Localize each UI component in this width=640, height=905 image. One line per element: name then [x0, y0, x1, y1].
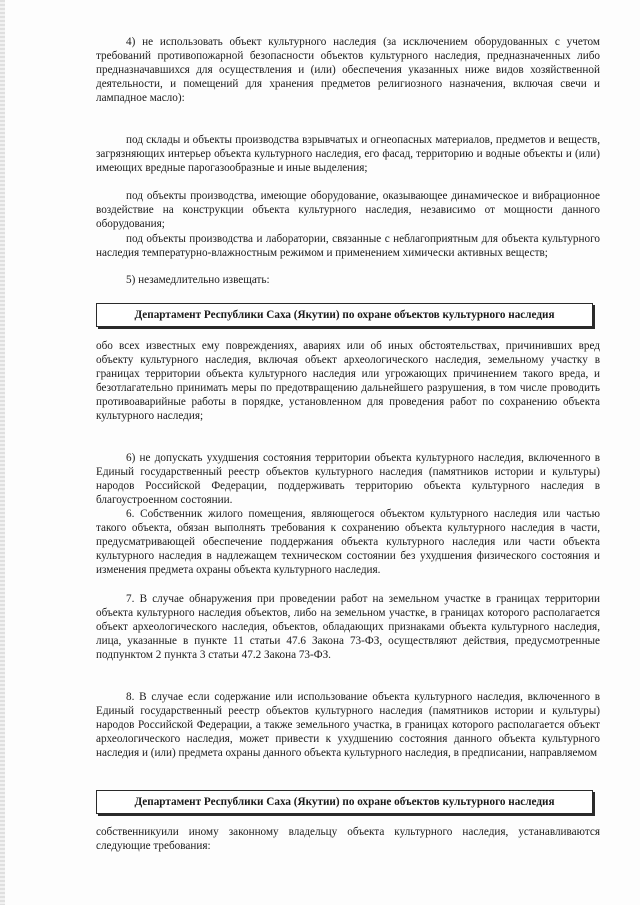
paragraph-laboratories: под объекты производства и лаборатории, связанные с неблагоприятным для объекта культурного наследия температурно-влажностным режимом и применением химически активных веществ; [96, 233, 600, 259]
department-stamp-bottom: Департамент Республики Саха (Якутии) по охране объектов культурного наследия [96, 790, 593, 814]
paragraph-requirements: собственникуили иному законному владельцу объекта культурного наследия, устанавливаются следующие требования: [96, 826, 600, 852]
paragraph-item-6-territory: 6) не допускать ухудшения состояния территории объекта культурного наследия, включенного в Единый государственный реестр объектов культурного наследия (памятников истории и культуры) народов Российской Федерации, поддерживать территорию объекта культурного наследия в благоустроенном состоянии. [96, 452, 600, 506]
paragraph-item-4: 4) не использовать объект культурного наследия (за исключением оборудованных с учетом требований противопожарной безопасности объектов культурного наследия, предназначенных либо предназначавшихся для осуществления и (или) обеспечения указанных ниже видов хозяйственной деятельности, и помещений для хранения предметов религиозного назначения, включая свечи и лампадное масло): [96, 36, 600, 104]
paragraph-warehouses: под склады и объекты производства взрывчатых и огнеопасных материалов, предметов и веществ, загрязняющих интерьер объекта культурного наследия, его фасад, территорию и водные объекты и (или) имеющих вредные парогазообразные и иные выделения; [96, 134, 600, 174]
paragraph-section-6-owner: 6. Собственник жилого помещения, являющегося объектом культурного наследия или частью такого объекта, обязан выполнять требования к сохранению объекта культурного наследия в части, предусматривающей обеспечение поддержания объекта культурного наследия или части объекта культурного наследия в надлежащем техническом состоянии без ухудшения физического состояния и изменения предмета охраны объекта культурного наследия. [96, 508, 600, 576]
department-stamp-top: Департамент Республики Саха (Якутии) по охране объектов культурного наследия [96, 303, 593, 327]
paragraph-section-8: 8. В случае если содержание или использование объекта культурного наследия, включенного в Единый государственный реестр объектов культурного наследия (памятников истории и культуры) народов Российской Федерации, а также земельного участка, в границах которого располагается объект археологического наследия, может привести к ухудшению состояния данного объекта культурного наследия и (или) предмета охраны данного объекта культурного наследия, в предписании, направляемом [96, 691, 600, 759]
scan-edge-strip [0, 0, 5, 905]
paragraph-vibration: под объекты производства, имеющие оборудование, оказывающее динамическое и вибрационное воздействие на конструкции объекта культурного наследия, независимо от мощности данного оборудования; [96, 190, 600, 230]
paragraph-damage-report: обо всех известных ему повреждениях, авариях или об иных обстоятельствах, причинивших вред объекту культурного наследия, включая объект археологического наследия, земельному участку в границах территории объекта культурного наследия или угрожающих причинением такого вреда, и безотлагательно принимать меры по предотвращению дальнейшего разрушения, в том числе проводить противоаварийные работы в порядке, установленном для проведения работ по сохранению объекта культурного наследия; [96, 340, 600, 422]
paragraph-section-7: 7. В случае обнаружения при проведении работ на земельном участке в границах территории объекта культурного наследия объектов, либо на земельном участке, в границах которого располагается объект археологического наследия, объектов, обладающих признаками объекта культурного наследия, лица, указанные в пункте 11 статьи 47.6 Закона 73-ФЗ, осуществляют действия, предусмотренные подпунктом 2 пункта 3 статьи 47.2 Закона 73-ФЗ. [96, 593, 600, 661]
paragraph-item-5: 5) незамедлительно извещать: [126, 274, 270, 286]
